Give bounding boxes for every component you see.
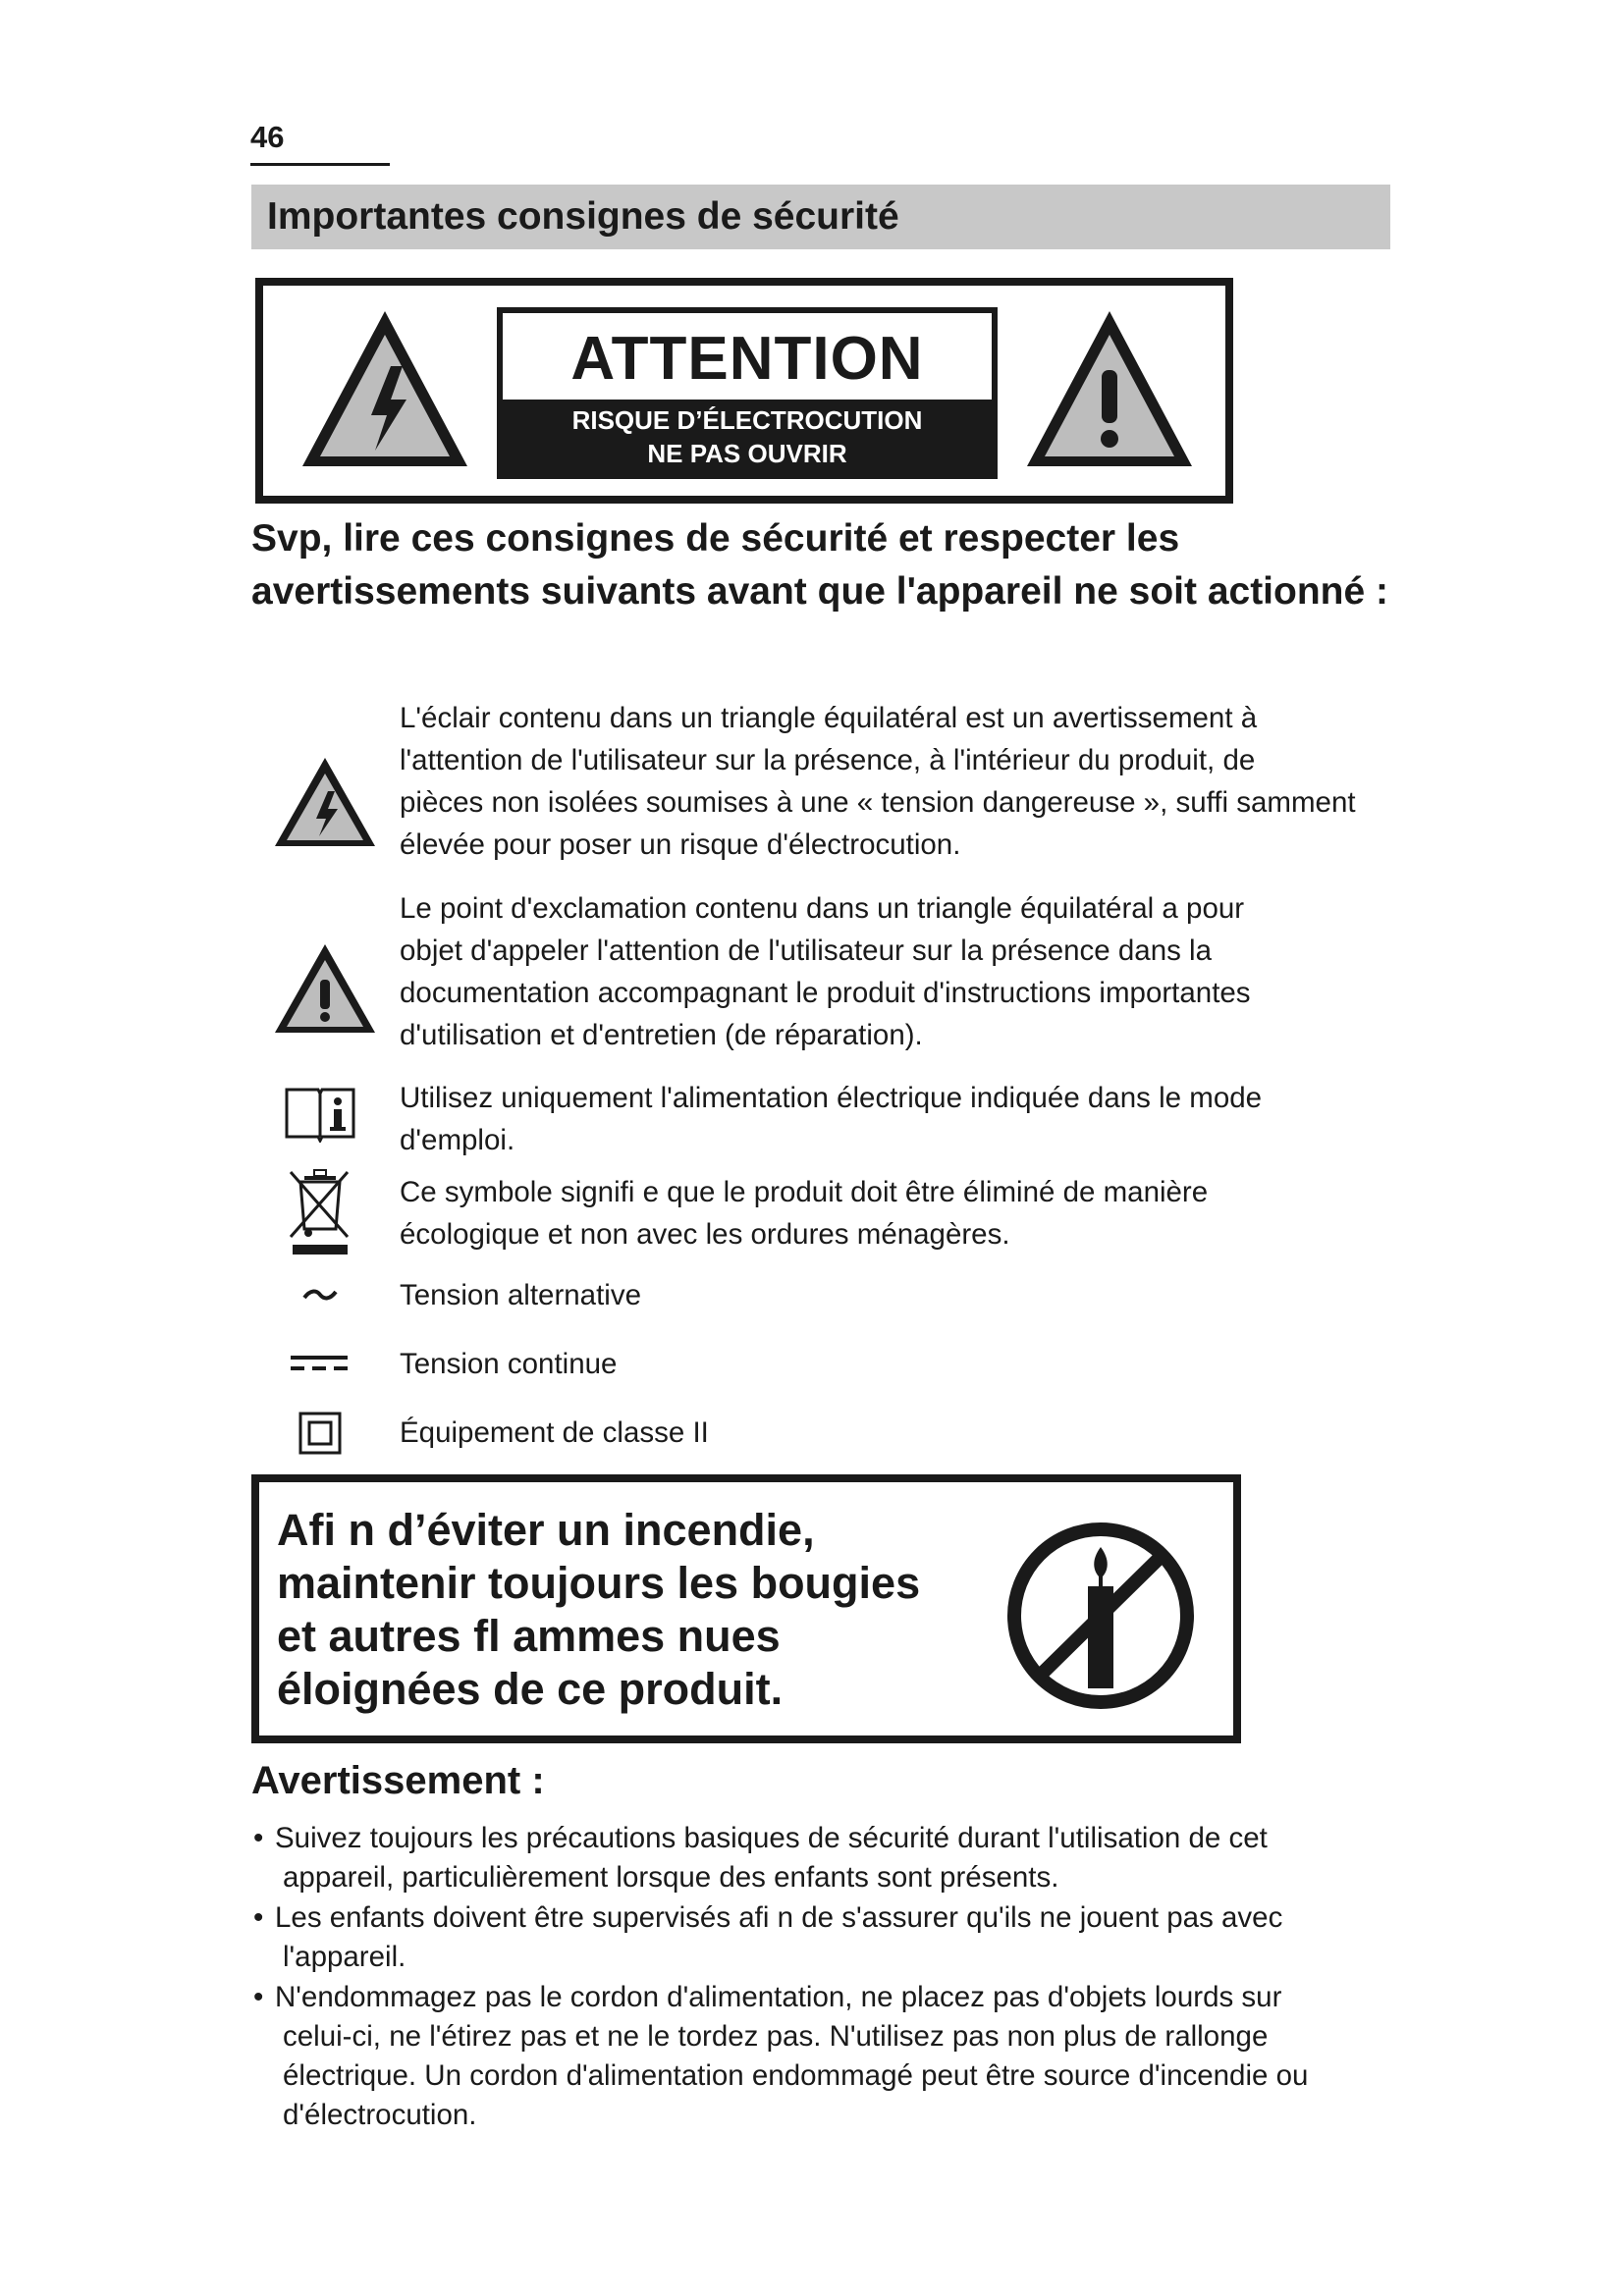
- symbol-text-bin: Ce symbole signifi e que le produit doit être éliminé de manière écologique et non avec les ordures ménagères.: [400, 1176, 1209, 1251]
- symbol-text-lightning: L'éclair contenu dans un triangle équilatéral est un avertissement à l'attention de l'utilisateur sur la présence, à l'intérieur du produit, de pièces non isolées soumises à une « tension dangereuse », suffi samment élevée pour poser un risque d'électrocution.: [400, 702, 1356, 861]
- page-number-rule: [250, 163, 390, 166]
- no-candle-icon: [988, 1518, 1214, 1714]
- fire-warning-box: [251, 1474, 1241, 1743]
- attention-line-1: RISQUE D’ÉLECTROCUTION: [571, 405, 923, 435]
- section-title: Importantes consignes de sécurité: [251, 185, 1390, 249]
- attention-subtitle: [503, 400, 992, 473]
- warning-bullet: • Suivez toujours les précautions basiques de sécurité durant l'utilisation de cet appareil, particulièrement lorsque des enfants sont présents.: [253, 1819, 1373, 1897]
- class-ii-square-icon: [298, 1412, 342, 1455]
- symbol-text-class-ii: Équipement de classe II: [400, 1416, 709, 1449]
- lightning-warning-icon: [297, 305, 473, 474]
- page-number: 46: [250, 120, 285, 154]
- attention-center-panel: [497, 307, 998, 479]
- dc-lines-icon: [289, 1353, 350, 1372]
- manual-info-icon: [283, 1084, 357, 1143]
- exclamation-triangle-icon: [271, 940, 379, 1039]
- warning-heading: Avertissement :: [251, 1759, 545, 1802]
- warning-bullet: • N'endommagez pas le cordon d'alimentation, ne placez pas d'objets lourds sur celui-ci, ne l'étirez pas et ne le tordez pas. N'utilisez pas non plus de rallonge électrique. Un cordon d'alimentation endommagé peut être source d'incendie ou d'électrocution.: [253, 1978, 1373, 2135]
- bullet-marker: •: [253, 1822, 264, 1854]
- attention-title: ATTENTION: [570, 325, 924, 393]
- crossed-bin-icon: [287, 1166, 353, 1256]
- lightning-triangle-icon: [271, 754, 379, 852]
- bullet-marker: •: [253, 1901, 264, 1934]
- fire-warning-text: Afi n d’éviter un incendie, maintenir toujours les bougies et autres fl ammes nues éloignées de ce produit.: [277, 1505, 921, 1714]
- bullet-marker: •: [253, 1981, 264, 2013]
- symbol-text-dc: Tension continue: [400, 1348, 618, 1380]
- intro-heading: Svp, lire ces consignes de sécurité et respecter les avertissements suivants avant que l'appareil ne soit actionné :: [251, 517, 1389, 613]
- warning-bullet: • Les enfants doivent être supervisés afi n de s'assurer qu'ils ne jouent pas avec l'appareil.: [253, 1898, 1373, 1977]
- attention-line-2: NE PAS OUVRIR: [647, 439, 847, 468]
- symbol-text-ac: Tension alternative: [400, 1279, 641, 1311]
- symbol-text-manual: Utilisez uniquement l'alimentation électrique indiquée dans le mode d'emploi.: [400, 1082, 1263, 1156]
- symbol-text-exclamation: Le point d'exclamation contenu dans un triangle équilatéral a pour objet d'appeler l'attention de l'utilisateur sur la présence dans la documentation accompagnant le produit d'instructions importantes d'utilisation et d'entretien (de réparation).: [400, 892, 1251, 1051]
- exclamation-warning-icon: [1021, 305, 1198, 474]
- ac-tilde-icon: [300, 1288, 340, 1302]
- attention-label: [255, 278, 1233, 504]
